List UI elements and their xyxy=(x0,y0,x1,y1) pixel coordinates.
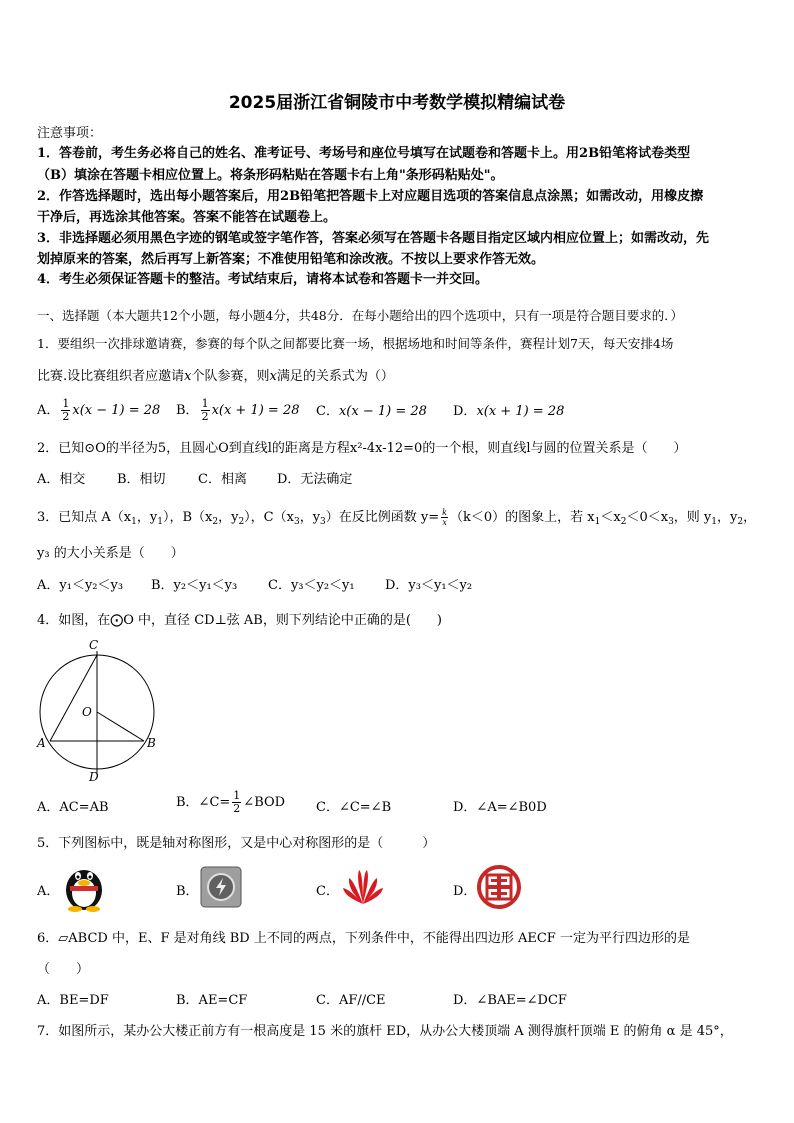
q4-line: 4．如图，在⨀O 中，直径 CD⊥弦 AB，则下列结论中正确的是( ) xyxy=(37,613,443,628)
notice-line: 1．答卷前，考生务必将自己的姓名、准考证号、考场号和座位号填写在试题卷和答题卡上。用2B铅笔将试卷类型 xyxy=(37,146,691,161)
label-a: A xyxy=(37,736,46,750)
notice-heading: 注意事项： xyxy=(37,126,103,141)
page-title: 2025届浙江省铜陵市中考数学模拟精编试卷 xyxy=(228,93,566,113)
notice-line: 4．考生必须保证答题卡的整洁。考试结束后，请将本试卷和答题卡一并交回。 xyxy=(37,272,489,287)
notice-line: 干净后，再选涂其他答案。答案不能答在试题卷上。 xyxy=(37,210,337,225)
notice-line: （B）填涂在答题卡相应位置上。将条形码粘贴在答题卡右上角"条形码粘贴处"。 xyxy=(37,168,504,183)
q5-line: 5．下列图标中，既是轴对称图形，又是中心对称图形的是（ ） xyxy=(37,836,436,851)
q5-option-c[interactable]: C． xyxy=(316,884,339,899)
q3-option-b[interactable]: B．y₂＜y₁＜y₃ xyxy=(151,578,238,593)
bank-logo-icon[interactable] xyxy=(476,864,522,910)
q2-option-d[interactable]: D．无法确定 xyxy=(277,472,353,487)
q3-option-d[interactable]: D．y₃＜y₁＜y₂ xyxy=(385,578,473,593)
label-c: C xyxy=(89,638,99,652)
q3-line1: 3．已知点 $A(x_1$，$y_1$），$B(x_2$，$y_2$），$C(x_3$，$y_3$）在反比例函数 y= $\frac{k}{x}$ （k＜0）的图象上，若 $x_1<x_2<0<x_3$，则 $y_1$，$y_2$， xyxy=(37,508,757,527)
q4-option-c[interactable]: C．∠C=∠B xyxy=(316,800,392,815)
q3-line2: y₃ 的大小关系是（ ） xyxy=(37,546,184,561)
q5-option-b[interactable]: B． xyxy=(176,884,199,899)
q6-option-b[interactable]: B．AE=CF xyxy=(176,993,248,1008)
q5-option-d[interactable]: D． xyxy=(453,884,477,899)
q4-option-d[interactable]: D．∠A=∠B0D xyxy=(453,800,547,815)
q5-option-a[interactable]: A． xyxy=(37,884,60,899)
power-button-icon[interactable] xyxy=(200,866,242,908)
q1-option-a[interactable]: A． $\frac{1}{2}$ x(x − 1) = 28 xyxy=(37,397,161,423)
label-o: O xyxy=(82,705,92,719)
q4-option-b[interactable]: B．∠C= $\frac{1}{2}$ ∠BOD xyxy=(176,789,286,815)
q2-option-c[interactable]: C．相离 xyxy=(198,472,247,487)
q3-option-a[interactable]: A．y₁＜y₂＜y₃ xyxy=(37,578,124,593)
huawei-logo-icon[interactable] xyxy=(340,866,386,906)
q6-option-a[interactable]: A．BE=DF xyxy=(37,993,109,1008)
notice-line: 3．非选择题必须用黑色字迹的钢笔或签字笔作答，答案必须写在答题卡各题目指定区域内相应位置上；如需改动，先 xyxy=(37,231,710,246)
section-heading: 一、选择题（本大题共12个小题，每小题4分，共48分．在每小题给出的四个选项中，只有一项是符合题目要求的．） xyxy=(37,308,684,323)
circle-diagram xyxy=(34,635,164,785)
label-d: D xyxy=(89,770,99,784)
q1-option-c[interactable]: C．x(x − 1) = 28 xyxy=(316,404,427,419)
q1-line2: 比赛.设比赛组织者应邀请x个队参赛，则x满足的关系式为（） xyxy=(37,369,394,384)
q4-option-a[interactable]: A．AC=AB xyxy=(37,800,109,815)
q1-option-b[interactable]: B． $\frac{1}{2}$ x(x + 1) = 28 xyxy=(176,397,300,423)
q2-option-a[interactable]: A．相交 xyxy=(37,472,86,487)
q3-option-c[interactable]: C．y₃＜y₂＜y₁ xyxy=(268,578,355,593)
notice-line: 划掉原来的答案，然后再写上新答案；不准使用铅笔和涂改液。不按以上要求作答无效。 xyxy=(37,252,545,267)
q6-line2: （ ） xyxy=(37,962,90,977)
q2-line: 2．已知⊙O的半径为5，且圆心O到直线l的距离是方程x²-4x-12=0的一个根，则直线l与圆的位置关系是（ ） xyxy=(37,441,687,456)
notice-line: 2．作答选择题时，选出每小题答案后，用2B铅笔把答题卡上对应题目选项的答案信息点涂黑；如需改动，用橡皮擦 xyxy=(37,189,704,204)
penguin-icon[interactable] xyxy=(62,860,106,912)
q6-line1: 6．▱ABCD 中，E、F 是对角线 BD 上不同的两点，下列条件中，不能得出四边形 AECF 一定为平行四边形的是 xyxy=(37,931,690,946)
q1-line1: 1．要组织一次排球邀请赛，参赛的每个队之间都要比赛一场，根据场地和时间等条件，赛程计划7天，每天安排4场 xyxy=(37,336,674,351)
label-b: B xyxy=(147,736,156,750)
q6-option-c[interactable]: C．AF//CE xyxy=(316,993,386,1008)
q7-line: 7．如图所示，某办公大楼正前方有一根高度是 15 米的旗杆 ED，从办公大楼顶端 A 测得旗杆顶端 E 的俯角 α 是 45°， xyxy=(37,1024,733,1039)
q1-option-d[interactable]: D．x(x + 1) = 28 xyxy=(453,404,565,419)
q6-option-d[interactable]: D．∠BAE=∠DCF xyxy=(453,993,567,1008)
q2-option-b[interactable]: B．相切 xyxy=(117,472,166,487)
